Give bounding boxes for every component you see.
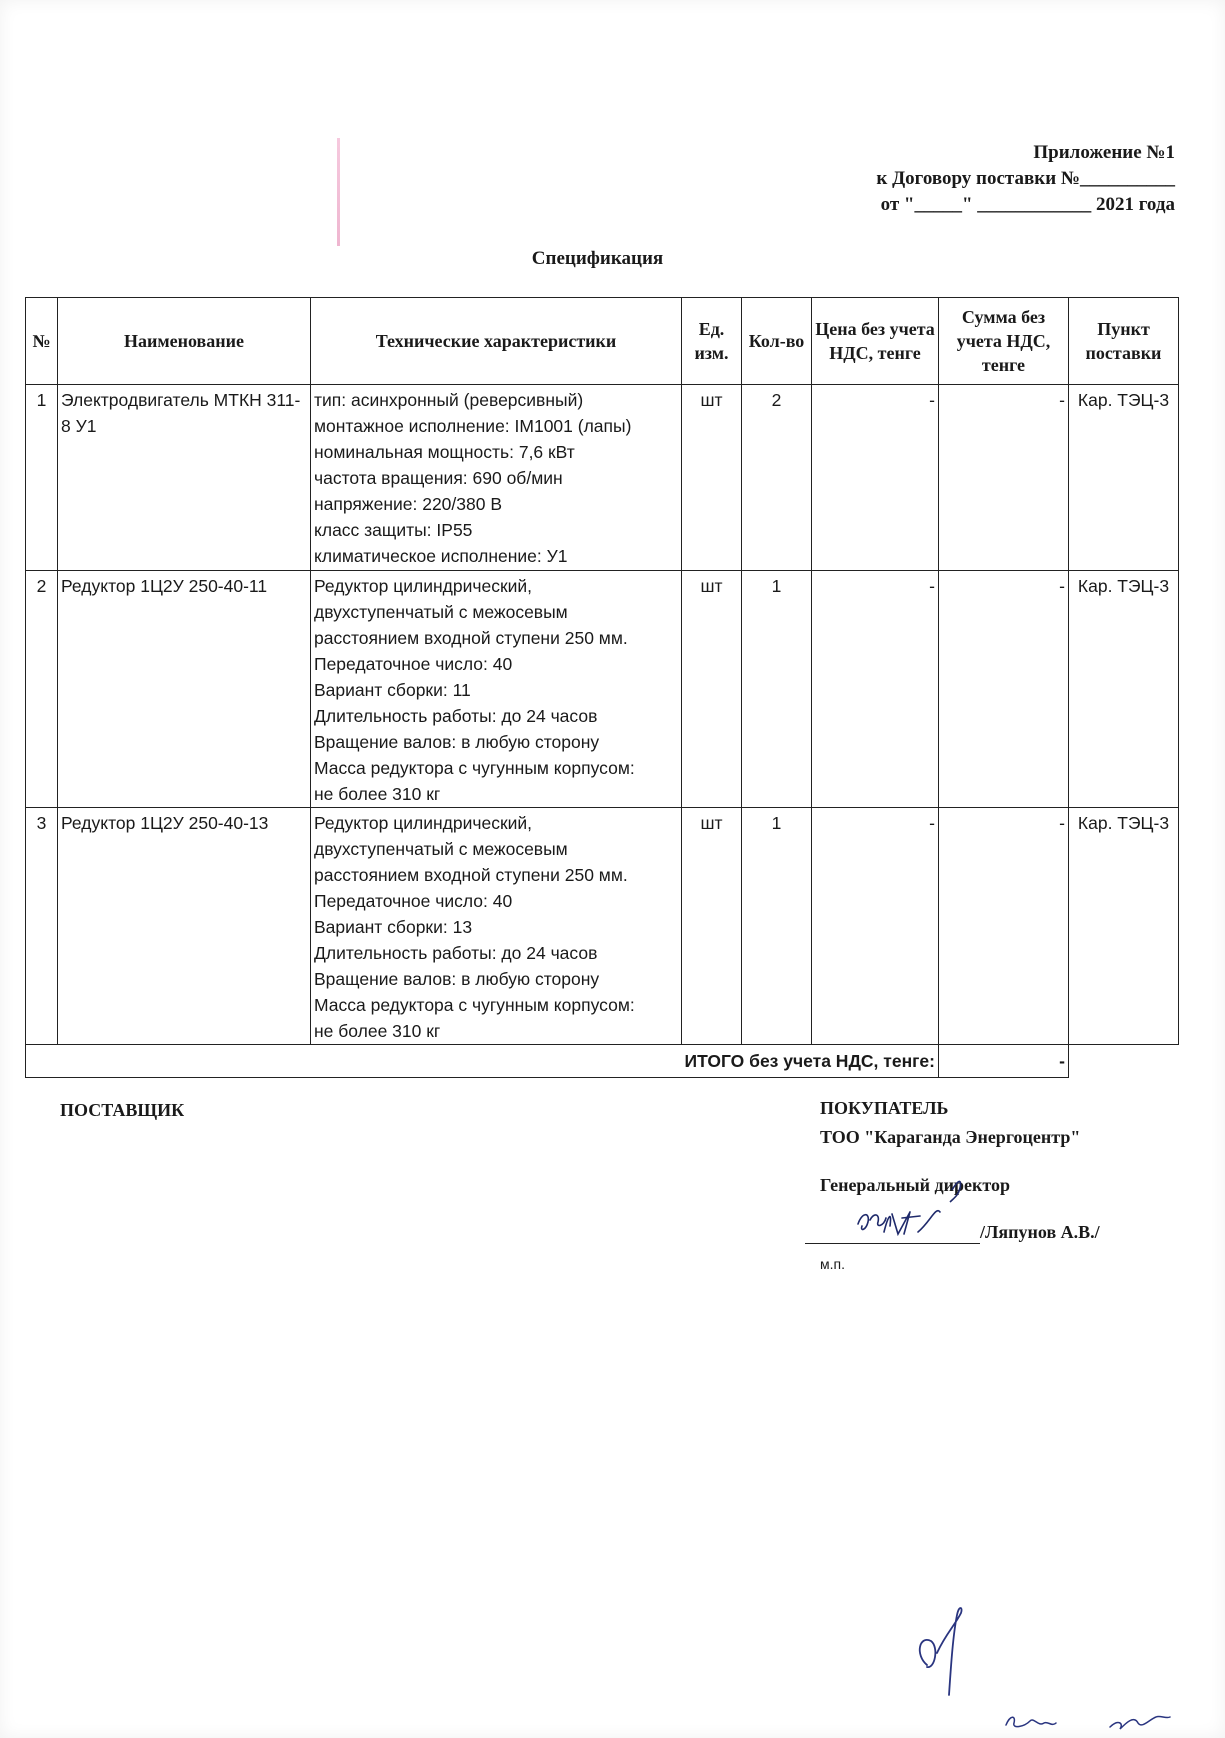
row-sum: - bbox=[939, 385, 1069, 571]
header-sum: Сумма без учета НДС, тенге bbox=[939, 298, 1069, 385]
tech-line: двухступенчатый с межосевым bbox=[314, 602, 568, 622]
tech-line: Вариант сборки: 13 bbox=[314, 917, 473, 937]
row-num: 1 bbox=[26, 385, 58, 571]
appendix-line-2: к Договору поставки №__________ bbox=[876, 168, 1175, 189]
tech-line: класс защиты: IP55 bbox=[314, 520, 473, 540]
total-row bbox=[26, 1045, 1179, 1078]
row-tech bbox=[311, 571, 682, 808]
tech-line: Передаточное число: 40 bbox=[314, 891, 513, 911]
row-num: 3 bbox=[26, 808, 58, 1045]
tech-line: Масса редуктора с чугунным корпусом: bbox=[314, 758, 635, 778]
total-label: ИТОГО без учета НДС, тенге: bbox=[26, 1045, 939, 1078]
tech-line: не более 310 кг bbox=[314, 1021, 441, 1041]
header-price: Цена без учета НДС, тенге bbox=[812, 298, 939, 385]
row-name: Редуктор 1Ц2У 250-40-13 bbox=[58, 808, 311, 1045]
row-tech bbox=[311, 808, 682, 1045]
pink-highlight-mark bbox=[337, 138, 340, 246]
tech-line: Вращение валов: в любую сторону bbox=[314, 732, 600, 752]
supplier-label: ПОСТАВЩИК bbox=[60, 1100, 185, 1120]
total-empty-cell bbox=[1069, 1045, 1179, 1078]
table-row bbox=[26, 808, 1179, 1045]
tech-line: Вариант сборки: 11 bbox=[314, 680, 471, 700]
buyer-company: ТОО "Караганда Энергоцентр" bbox=[820, 1127, 1081, 1147]
tech-line: Длительность работы: до 24 часов bbox=[314, 943, 598, 963]
row-place: Кар. ТЭЦ-3 bbox=[1069, 808, 1179, 1045]
tech-line: Вращение валов: в любую сторону bbox=[314, 969, 600, 989]
header-qty: Кол-во bbox=[742, 298, 812, 385]
buyer-label: ПОКУПАТЕЛЬ bbox=[820, 1098, 949, 1118]
buyer-block bbox=[820, 1094, 1080, 1152]
row-place: Кар. ТЭЦ-3 bbox=[1069, 385, 1179, 571]
appendix-header bbox=[775, 140, 1175, 218]
appendix-line-1: Приложение №1 bbox=[1033, 142, 1175, 163]
stamp-place: м.п. bbox=[820, 1256, 845, 1272]
director-signature-icon bbox=[840, 1172, 1000, 1252]
table-row bbox=[26, 571, 1179, 808]
tech-line: Передаточное число: 40 bbox=[314, 654, 513, 674]
row-price: - bbox=[812, 385, 939, 571]
header-tech: Технические характеристики bbox=[311, 298, 682, 385]
tech-line: двухступенчатый с межосевым bbox=[314, 839, 568, 859]
appendix-line-3: от "_____" ____________ 2021 года bbox=[880, 194, 1175, 215]
header-num: № bbox=[26, 298, 58, 385]
tech-line: монтажное исполнение: IM1001 (лапы) bbox=[314, 416, 632, 436]
tech-line: тип: асинхронный (реверсивный) bbox=[314, 390, 584, 410]
table-header-row bbox=[26, 298, 1179, 385]
tech-line: не более 310 кг bbox=[314, 784, 441, 804]
total-value: - bbox=[939, 1045, 1069, 1078]
row-tech bbox=[311, 385, 682, 571]
table-row bbox=[26, 385, 1179, 571]
header-name: Наименование bbox=[58, 298, 311, 385]
row-unit: шт bbox=[682, 385, 742, 571]
row-unit: шт bbox=[682, 571, 742, 808]
row-qty: 2 bbox=[742, 385, 812, 571]
tech-line: номинальная мощность: 7,6 кВт bbox=[314, 442, 575, 462]
row-price: - bbox=[812, 808, 939, 1045]
tech-line: Длительность работы: до 24 часов bbox=[314, 706, 598, 726]
row-qty: 1 bbox=[742, 808, 812, 1045]
signer-name: /Ляпунов А.В./ bbox=[980, 1222, 1100, 1242]
header-place: Пункт поставки bbox=[1069, 298, 1179, 385]
director-position: Генеральный директор bbox=[820, 1175, 1010, 1195]
document-title: Спецификация bbox=[531, 248, 664, 269]
tech-line: климатическое исполнение: У1 bbox=[314, 546, 568, 566]
row-sum: - bbox=[939, 808, 1069, 1045]
tech-line: частота вращения: 690 об/мин bbox=[314, 468, 563, 488]
row-price: - bbox=[812, 571, 939, 808]
row-sum: - bbox=[939, 571, 1069, 808]
header-unit: Ед. изм. bbox=[682, 298, 742, 385]
tech-line: расстоянием входной ступени 250 мм. bbox=[314, 865, 628, 885]
initials-signature-icon bbox=[905, 1595, 1005, 1705]
tech-line: расстоянием входной ступени 250 мм. bbox=[314, 628, 628, 648]
specification-table bbox=[25, 297, 1179, 1078]
tech-line: Редуктор цилиндрический, bbox=[314, 813, 533, 833]
row-unit: шт bbox=[682, 808, 742, 1045]
tech-line: напряжение: 220/380 В bbox=[314, 494, 503, 514]
row-name: Редуктор 1Ц2У 250-40-11 bbox=[58, 571, 311, 808]
row-num: 2 bbox=[26, 571, 58, 808]
row-name: Электродвигатель МТКН 311-8 У1 bbox=[58, 385, 311, 571]
row-place: Кар. ТЭЦ-3 bbox=[1069, 571, 1179, 808]
row-qty: 1 bbox=[742, 571, 812, 808]
tech-line: Редуктор цилиндрический, bbox=[314, 576, 533, 596]
tech-line: Масса редуктора с чугунным корпусом: bbox=[314, 995, 635, 1015]
approval-signatures-icon bbox=[1000, 1705, 1200, 1735]
